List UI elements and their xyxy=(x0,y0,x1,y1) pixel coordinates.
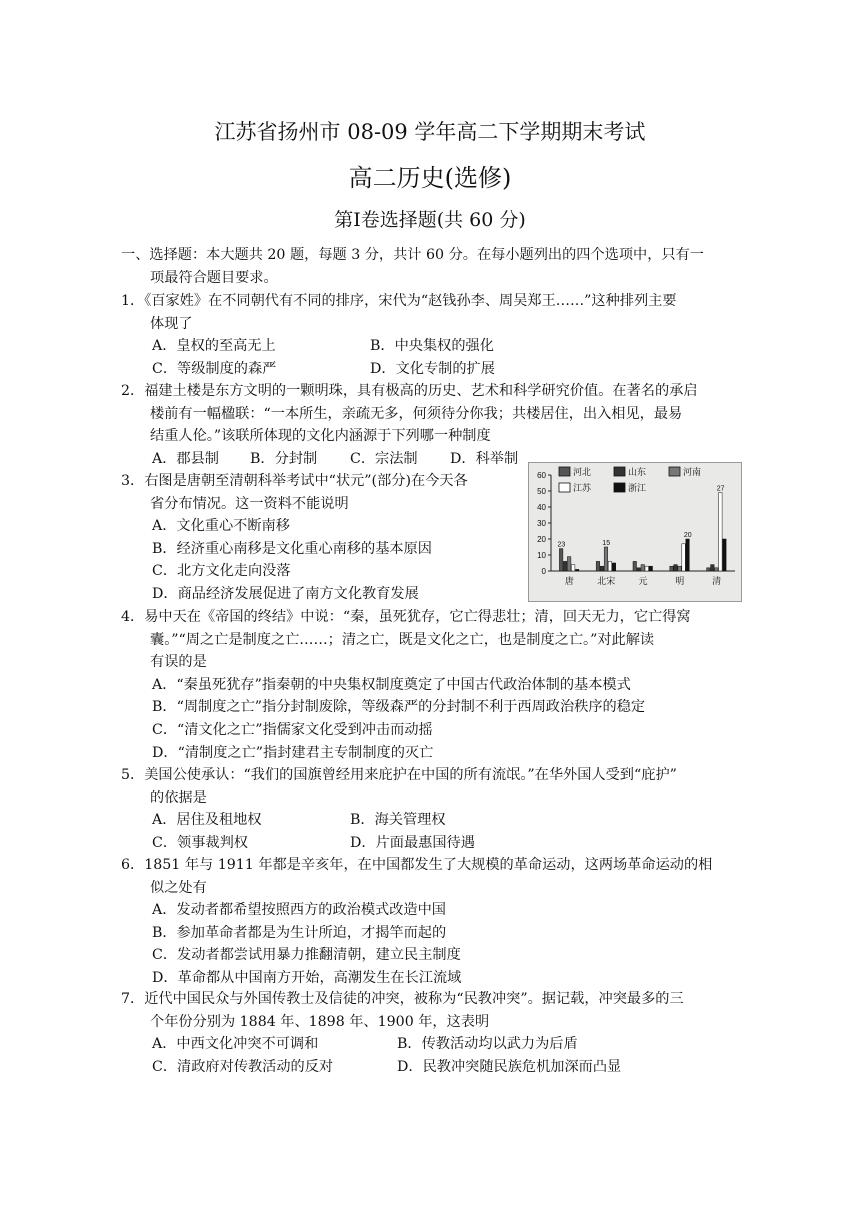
y-tick-label: 60 xyxy=(537,471,546,480)
answer-option: B．经济重心南移是文化重心南移的基本原因 xyxy=(152,540,432,557)
answer-option: A．“秦虽死犹存”指秦朝的中央集权制度奠定了中国古代政治体制的基本模式 xyxy=(152,676,631,693)
question-stem: 2．福建土楼是东方文明的一颗明珠，具有极高的历史、艺术和科学研究价值。在著名的承启 xyxy=(121,383,698,399)
question-stem: 6．1851 年与 1911 年都是辛亥年，在中国都发生了大规模的革命运动，这两场革命运动的相 xyxy=(121,857,713,873)
bar xyxy=(567,557,571,571)
question-stem: 3．右图是唐朝至清朝科举考试中“状元”(部分)在今天各 xyxy=(121,473,468,489)
answer-option: A．郡县制 xyxy=(152,450,219,467)
bar xyxy=(715,568,719,571)
y-tick-label: 40 xyxy=(537,503,546,512)
y-tick-label: 20 xyxy=(537,535,546,544)
answer-option: A．文化重心不断南移 xyxy=(152,518,290,535)
bar xyxy=(645,566,649,571)
exam-title: 江苏省扬州市 08-09 学年高二下学期期末考试 xyxy=(214,120,646,144)
question-stem: 7．近代中国民众与外国传教士及信徒的冲突，被称为“民教冲突”。据记载，冲突最多的三 xyxy=(121,991,684,1007)
bar xyxy=(707,568,711,571)
answer-option: D．商品经济发展促进了南方文化教育发展 xyxy=(152,586,419,602)
question-stem: 的依据是 xyxy=(150,789,207,806)
question-stem: 个年份分别为 1884 年、1898 年、1900 年，这表明 xyxy=(150,1013,490,1030)
answer-option: D．革命都从中国南方开始，高潮发生在长江流域 xyxy=(152,970,462,986)
bar xyxy=(674,565,678,571)
legend-swatch xyxy=(559,467,570,476)
x-tick-label: 唐 xyxy=(564,577,574,587)
question-stem: 省分布情况。这一资料不能说明 xyxy=(150,495,349,512)
section-title: 第Ⅰ卷选择题(共 60 分) xyxy=(334,209,526,231)
legend-swatch xyxy=(614,483,625,492)
bar xyxy=(719,493,723,571)
bar xyxy=(604,547,608,571)
bar xyxy=(670,566,674,571)
bar xyxy=(596,561,600,571)
legend-swatch xyxy=(669,467,680,476)
legend-label: 河南 xyxy=(683,468,702,478)
bar xyxy=(575,569,579,571)
y-tick-label: 10 xyxy=(537,551,546,560)
answer-option: A．发动者都希望按照西方的政治模式改造中国 xyxy=(152,902,446,919)
question-stem: 结重人伦。”该联所体现的文化内涵源于下列哪一种制度 xyxy=(150,428,491,445)
answer-option: B．“周制度之亡”指分封制废除，等级森严的分封制不利于西周政治秩序的稳定 xyxy=(152,699,646,716)
zhuangyuan-chart xyxy=(528,462,742,602)
answer-option: B．传教活动均以武力为后盾 xyxy=(397,1036,578,1053)
bar xyxy=(608,561,612,571)
question-stem: 有误的是 xyxy=(150,654,207,671)
legend-label: 江苏 xyxy=(573,484,592,494)
bar xyxy=(612,563,616,571)
answer-option: A．中西文化冲突不可调和 xyxy=(152,1036,319,1053)
question-stem: 似之处有 xyxy=(150,879,207,896)
bar xyxy=(723,539,727,571)
bar xyxy=(682,544,686,571)
exam-subtitle: 高二历史(选修) xyxy=(348,164,512,192)
chart-svg xyxy=(529,463,741,601)
y-tick-label: 30 xyxy=(537,519,546,528)
bar xyxy=(559,549,563,571)
answer-option: B．分封制 xyxy=(250,450,318,467)
question-stem: 1．《百家姓》在不同朝代有不同的排序，宋代为“赵钱孙李、周吴郑王……”这种排列主要 xyxy=(121,293,677,309)
bar xyxy=(641,565,645,571)
answer-option: A．皇权的至高无上 xyxy=(152,338,276,355)
bar xyxy=(633,561,637,571)
bar xyxy=(678,566,682,571)
legend-swatch xyxy=(559,483,570,492)
answer-option: D．科举制 xyxy=(450,450,519,467)
answer-option: C．“清文化之亡”指儒家文化受到冲击而动摇 xyxy=(152,722,433,738)
instruction-text: 项最符合题目要求。 xyxy=(150,270,278,286)
x-tick-label: 北宋 xyxy=(597,577,616,587)
data-label: 27 xyxy=(716,485,725,493)
bar xyxy=(637,568,641,571)
data-label: 23 xyxy=(557,541,566,549)
answer-option: C．北方文化走向没落 xyxy=(152,563,291,580)
question-stem: 楼前有一幅楹联：“一本所生，亲疏无多，何须待分你我；共楼居住，出入相见，最易 xyxy=(150,405,683,422)
question-stem: 4．易中天在《帝国的终结》中说：“秦，虽死犹存，它亡得悲壮；清，回天无力，它亡得窝 xyxy=(121,609,691,625)
y-tick-label: 50 xyxy=(537,487,546,496)
bar xyxy=(711,565,715,571)
bar xyxy=(649,566,653,571)
bar xyxy=(686,539,690,571)
instruction-text: 一、选择题：本大题共 20 题，每题 3 分，共计 60 分。在每小题列出的四个选项中，只有一 xyxy=(121,247,704,263)
legend-label: 河北 xyxy=(573,468,592,478)
answer-option: D．民教冲突随民族危机加深而凸显 xyxy=(397,1058,622,1075)
bar xyxy=(563,561,567,571)
legend-swatch xyxy=(614,467,625,476)
answer-option: A．居住及租地权 xyxy=(152,812,262,829)
bar xyxy=(571,565,575,571)
bar xyxy=(600,566,604,571)
x-tick-label: 元 xyxy=(638,577,648,587)
answer-option: C．发动者都尝试用暴力推翻清朝，建立民主制度 xyxy=(152,947,461,964)
legend-label: 浙江 xyxy=(628,484,647,494)
answer-option: B．海关管理权 xyxy=(350,812,446,829)
question-stem: 囊。”“周之亡是制度之亡……；清之亡，既是文化之亡，也是制度之亡。”对此解读 xyxy=(150,631,655,648)
answer-option: D．“清制度之亡”指封建君主专制制度的灭亡 xyxy=(152,744,434,761)
question-stem: 5．美国公使承认：“我们的国旗曾经用来庇护在中国的所有流氓。”在华外国人受到“庇护” xyxy=(121,767,677,783)
answer-option: C．等级制度的森严 xyxy=(152,360,277,377)
data-label: 20 xyxy=(683,532,692,539)
answer-option: D．文化专制的扩展 xyxy=(370,360,495,377)
answer-option: B．中央集权的强化 xyxy=(370,338,494,355)
y-tick-label: 0 xyxy=(541,567,546,576)
answer-option: B．参加革命者都是为生计所迫，才揭竿而起的 xyxy=(152,924,447,941)
answer-option: C．领事裁判权 xyxy=(152,834,248,851)
data-label: 15 xyxy=(602,540,611,547)
answer-option: C．宗法制 xyxy=(350,450,418,467)
legend-label: 山东 xyxy=(628,468,647,478)
answer-option: D．片面最惠国待遇 xyxy=(350,834,475,851)
question-stem: 体现了 xyxy=(150,315,193,332)
answer-option: C．清政府对传教活动的反对 xyxy=(152,1058,334,1075)
x-tick-label: 清 xyxy=(712,577,722,587)
x-tick-label: 明 xyxy=(675,577,685,587)
